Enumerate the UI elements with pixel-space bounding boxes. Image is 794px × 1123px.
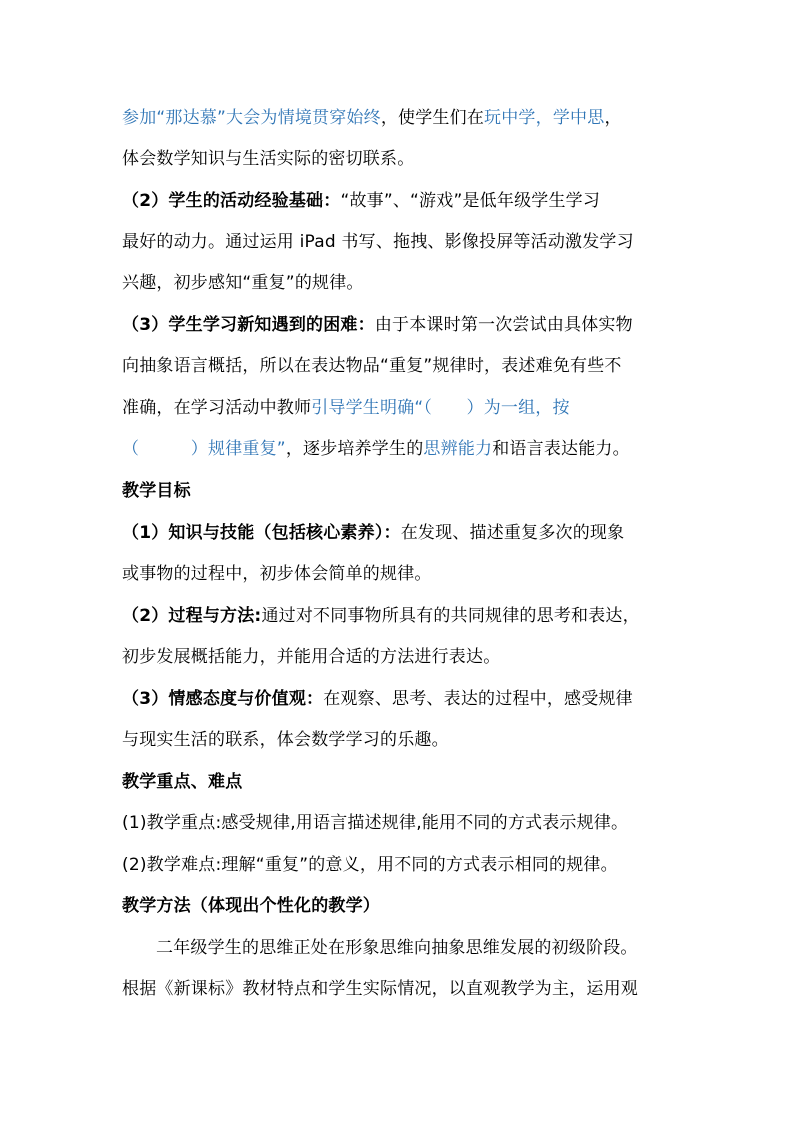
highlighted-text: 玩中学，学中思 bbox=[484, 108, 605, 128]
highlighted-text: （ ）规律重复” bbox=[122, 439, 286, 459]
paragraph-line: 与现实生活的联系，体会数学学习的乐趣。 bbox=[122, 730, 449, 750]
paragraph-line bbox=[122, 314, 633, 336]
highlighted-text: 引导学生明确“（ ）为一组，按 bbox=[311, 398, 570, 418]
paragraph-line: (2)教学难点:理解“重复”的意义，用不同的方式表示相同的规律。 bbox=[122, 855, 618, 875]
section-label: （2）过程与方法: bbox=[122, 606, 262, 626]
paragraph-line: 二年级学生的思维正处在形象思维向抽象思维发展的初级阶段。 bbox=[156, 938, 638, 958]
paragraph-line bbox=[122, 522, 624, 544]
paragraph-line: 初步发展概括能力，并能用合适的方法进行表达。 bbox=[122, 647, 501, 667]
section-heading: 教学重点、难点 bbox=[122, 772, 243, 792]
text: 通过对不同事物所具有的共同规律的思考和表达， bbox=[261, 606, 640, 626]
section-label: （1）知识与技能（包括核心素养）： bbox=[122, 523, 401, 543]
section-label: （3）情感态度与价值观： bbox=[122, 689, 324, 709]
paragraph-line bbox=[122, 397, 570, 419]
text: ， bbox=[604, 108, 622, 128]
paragraph-line bbox=[122, 438, 630, 460]
text: 由于本课时第一次尝试由具体实物 bbox=[374, 315, 633, 335]
paragraph-line bbox=[122, 190, 600, 212]
text: 在观察、思考、表达的过程中，感受规律 bbox=[323, 689, 633, 709]
paragraph-line: 向抽象语言概括，所以在表达物品“重复”规律时，表述难免有些不 bbox=[122, 356, 622, 376]
section-heading: 教学方法（体现出个性化的教学） bbox=[122, 896, 380, 916]
highlighted-text: 参加“那达慕”大会为情境贯穿始终 bbox=[122, 108, 381, 128]
section-label: （3）学生学习新知遇到的困难： bbox=[122, 315, 375, 335]
text: “故事”、“游戏”是低年级学生学习 bbox=[340, 191, 601, 211]
section-label: （2）学生的活动经验基础： bbox=[122, 191, 341, 211]
section-heading: 教学目标 bbox=[122, 481, 191, 501]
highlighted-text: 思辨能力 bbox=[423, 439, 493, 459]
paragraph-line: 最好的动力。通过运用 iPad 书写、拖拽、影像投屏等活动激发学习 bbox=[122, 232, 634, 252]
text: 和语言表达能力。 bbox=[492, 439, 630, 459]
paragraph-line: 体会数学知识与生活实际的密切联系。 bbox=[122, 149, 415, 169]
text: ，使学生们在 bbox=[380, 108, 485, 128]
paragraph-line bbox=[122, 605, 640, 627]
text: 准确，在学习活动中教师 bbox=[122, 398, 312, 418]
text: ，逐步培养学生的 bbox=[285, 439, 424, 459]
text: 在发现、描述重复多次的现象 bbox=[400, 523, 625, 543]
paragraph-line: (1)教学重点:感受规律,用语言描述规律,能用不同的方式表示规律。 bbox=[122, 813, 629, 833]
paragraph-line bbox=[122, 107, 622, 129]
paragraph-line: 兴趣，初步感知“重复”的规律。 bbox=[122, 273, 364, 293]
paragraph-line bbox=[122, 688, 633, 710]
paragraph-line: 根据《新课标》教材特点和学生实际情况，以直观教学为主，运用观 bbox=[122, 979, 638, 999]
paragraph-line: 或事物的过程中，初步体会简单的规律。 bbox=[122, 564, 432, 584]
